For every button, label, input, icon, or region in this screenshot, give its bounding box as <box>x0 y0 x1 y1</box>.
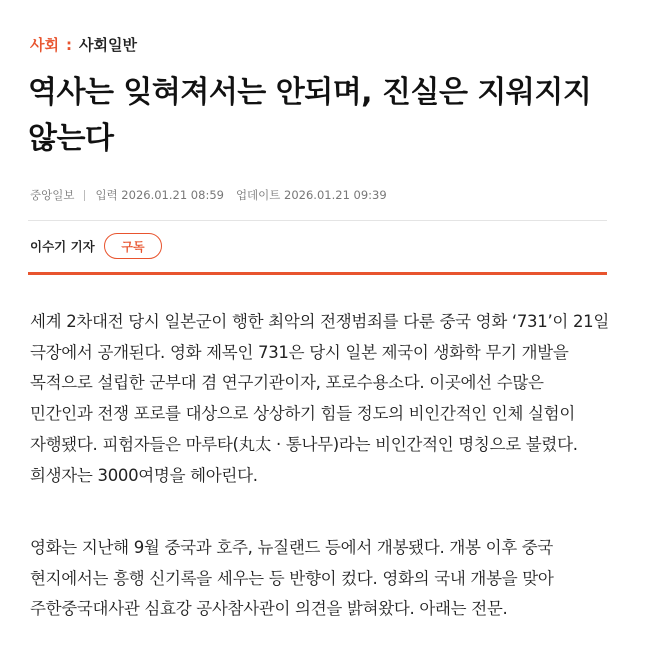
paragraph-line: 자행됐다. 피험자들은 마루타(丸太 · 통나무)라는 비인간적인 명칭으로 불렸다. <box>30 434 578 454</box>
meta-divider-line <box>28 220 607 221</box>
paragraph-line: 영화는 지난해 9월 중국과 호주, 뉴질랜드 등에서 개봉됐다. 개봉 이후 중국 <box>30 538 554 557</box>
breadcrumb-separator: : <box>65 35 72 54</box>
published-time: 입력 2026.01.21 08:59 <box>95 188 224 202</box>
section-category-link[interactable]: 사회 <box>30 36 59 54</box>
updated-time: 업데이트 2026.01.21 09:39 <box>235 188 387 202</box>
paragraph-line: 주한중국대사관 심효강 공사참사관이 의견을 밝혀왔다. 아래는 전문. <box>30 599 508 619</box>
header-accent-rule <box>28 272 607 275</box>
paragraph-line: 극장에서 공개된다. 영화 제목인 731은 당시 일본 제국이 생화학 무기 개발을 <box>30 342 569 362</box>
subscribe-button[interactable]: 구독 <box>104 233 162 259</box>
reporter-name[interactable]: 이수기 기자 <box>30 239 95 254</box>
article-headline: 역사는 잊혀져서는 안되며, 진실은 지워지지 않는다 <box>28 75 592 156</box>
section-breadcrumb <box>30 34 137 55</box>
section-subcategory-link[interactable]: 사회일반 <box>78 36 137 54</box>
meta-divider <box>84 190 85 201</box>
article-paragraph-2 <box>30 533 630 625</box>
paragraph-line: 세계 2차대전 당시 일본군이 행한 최악의 전쟁범죄를 다룬 중국 영화 ‘731’이 21일 <box>30 312 610 331</box>
paragraph-line: 목적으로 설립한 군부대 겸 연구기관이자, 포로수용소다. 이곳에선 수많은 <box>30 373 544 393</box>
paragraph-line: 희생자는 3000여명을 헤아린다. <box>30 465 258 485</box>
article-paragraph-1 <box>30 307 630 491</box>
article-meta <box>30 187 387 203</box>
paragraph-line: 현지에서는 흥행 신기록을 세우는 등 반향이 컸다. 영화의 국내 개봉을 맞아 <box>30 568 554 588</box>
source-name: 중앙일보 <box>30 188 75 202</box>
paragraph-line: 민간인과 전쟁 포로를 대상으로 상상하기 힘들 정도의 비인간적인 인체 실험이 <box>30 404 575 424</box>
